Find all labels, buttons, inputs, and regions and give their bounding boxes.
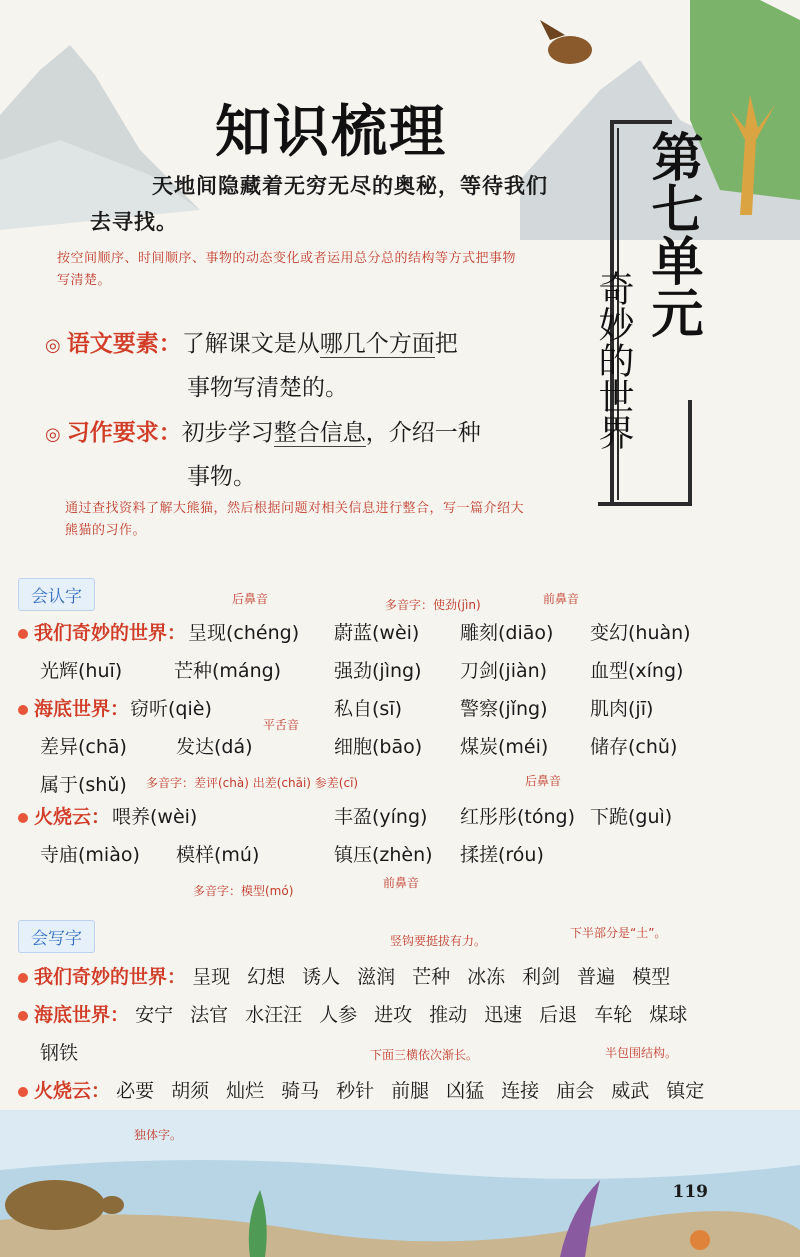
word: 变幻(huàn) xyxy=(590,622,691,644)
unit-theme: 奇妙的世界 xyxy=(593,270,634,450)
word: 连接 xyxy=(501,1080,540,1102)
recognize-row xyxy=(40,728,800,766)
word: 芒种 xyxy=(412,966,451,988)
recognize-row xyxy=(40,836,800,874)
word: 秒针 xyxy=(336,1080,375,1102)
word: 模型 xyxy=(632,966,671,988)
bullet-dot-icon xyxy=(18,973,28,983)
word: 利剑 xyxy=(522,966,561,988)
requirement-chinese: ◎ 语文要素：了解课文是从哪几个方面把 事物写清楚的。 xyxy=(45,331,458,401)
word: 灿烂 xyxy=(226,1080,265,1102)
word: 肌肉(jī) xyxy=(590,698,654,720)
word: 普遍 xyxy=(577,966,616,988)
word: 煤球 xyxy=(649,1004,688,1026)
annotation-pingshe: 平舌音 xyxy=(263,718,300,732)
recognize-row: 火烧云： 喂养(wèi) 丰盈(yíng) 红彤彤(tóng) 下跪(guì) xyxy=(18,798,798,836)
word: 揉搓(róu) xyxy=(460,844,544,866)
word: 红彤彤(tóng) xyxy=(460,806,576,828)
word: 迅速 xyxy=(484,1004,523,1026)
write-row: 海底世界： 安宁 法官 水汪汪 人参 进攻 推动 迅速 后退 车轮 煤球 xyxy=(18,996,704,1034)
word: 雕刻(diāo) xyxy=(460,622,554,644)
word: 镇压(zhèn) xyxy=(334,844,433,866)
word: 进攻 xyxy=(374,1004,413,1026)
word: 滋润 xyxy=(357,966,396,988)
annotation-houbi-2: 后鼻音 xyxy=(525,774,562,788)
annotation-sanheng: 下面三横依次渐长。 xyxy=(370,1048,479,1062)
word: 必要 xyxy=(116,1080,155,1102)
annotation-qianbi: 前鼻音 xyxy=(543,592,580,606)
annotation-duoyin-mo: 多音字：模型(mó) xyxy=(193,884,294,898)
recognize-tag: 会认字 xyxy=(18,578,95,611)
word: 推动 xyxy=(429,1004,468,1026)
word: 下跪(guì) xyxy=(590,806,673,828)
annotation-duoyin-jin: 多音字：使劲(jìn) xyxy=(385,598,481,612)
annotation-duti: 独体字。 xyxy=(134,1128,183,1142)
word: 冰冻 xyxy=(467,966,506,988)
requirement-key: 习作要求： xyxy=(66,420,182,446)
word: 刀剑(jiàn) xyxy=(460,660,548,682)
page-title: 知识梳理 xyxy=(215,99,447,165)
structure-note: 按空间顺序、时间顺序、事物的动态变化或者运用总分总的结构等方式把事物写清楚。 xyxy=(57,251,517,288)
ring-bullet-icon: ◎ xyxy=(45,424,61,445)
unit-label: 第七单元 xyxy=(642,130,703,338)
word: 前腿 xyxy=(391,1080,430,1102)
word: 镇定 xyxy=(666,1080,705,1102)
word: 水汪汪 xyxy=(245,1004,303,1026)
annotation-houbi: 后鼻音 xyxy=(232,592,269,606)
write-row xyxy=(40,1034,95,1072)
word: 寺庙(miào) xyxy=(40,844,140,866)
word: 呈现(chéng) xyxy=(188,622,300,644)
annotation-shugou: 竖钩要挺拔有力。 xyxy=(390,934,487,948)
bullet-dot-icon xyxy=(18,705,28,715)
recognize-row xyxy=(40,652,800,690)
word: 庙会 xyxy=(556,1080,595,1102)
word: 喂养(wèi) xyxy=(112,806,198,828)
word: 窃听(qiè) xyxy=(130,698,212,720)
write-row: 我们奇妙的世界： 呈现 幻想 诱人 滋润 芒种 冰冻 利剑 普遍 模型 xyxy=(18,958,687,996)
word: 幻想 xyxy=(247,966,286,988)
word: 骑马 xyxy=(281,1080,320,1102)
write-row: 火烧云： 必要 胡须 灿烂 骑马 秒针 前腿 凶猛 连接 庙会 威武 镇定 xyxy=(18,1072,721,1110)
word: 钢铁 xyxy=(40,1042,79,1064)
word: 蔚蓝(wèi) xyxy=(334,622,420,644)
recognize-row: 海底世界： 窃听(qiè) 私自(sī) 警察(jǐng) 肌肉(jī) xyxy=(18,690,798,728)
word: 模样(mú) xyxy=(176,844,260,866)
panda-note: 通过查找资料了解大熊猫，然后根据问题对相关信息进行整合，写一篇介绍大熊猫的习作。 xyxy=(65,501,525,538)
ring-bullet-icon: ◎ xyxy=(45,335,61,356)
word: 安宁 xyxy=(135,1004,174,1026)
page-number: 119 xyxy=(672,1182,708,1202)
word: 丰盈(yíng) xyxy=(334,806,428,828)
word: 法官 xyxy=(190,1004,229,1026)
word: 储存(chǔ) xyxy=(590,736,678,758)
word: 差异(chā) xyxy=(40,736,127,758)
word: 属于(shǔ) xyxy=(40,774,127,796)
requirement-writing: ◎ 习作要求：初步学习整合信息，介绍一种 事物。 xyxy=(45,420,481,490)
intro-text: 天地间隐藏着无穷无尽的奥秘，等待我们去寻找。 xyxy=(90,174,548,234)
word: 光辉(huī) xyxy=(40,660,123,682)
word: 诱人 xyxy=(302,966,341,988)
annotation-banbao: 半包围结构。 xyxy=(605,1046,678,1060)
recognize-row: 我们奇妙的世界： 呈现(chéng) 蔚蓝(wèi) 雕刻(diāo) 变幻(huàn) xyxy=(18,614,798,652)
word: 强劲(jìng) xyxy=(334,660,422,682)
word: 芒种(máng) xyxy=(174,660,282,682)
word: 威武 xyxy=(611,1080,650,1102)
word: 车轮 xyxy=(594,1004,633,1026)
requirement-key: 语文要素： xyxy=(66,331,182,357)
bullet-dot-icon xyxy=(18,1087,28,1097)
word: 私自(sī) xyxy=(334,698,403,720)
word: 人参 xyxy=(319,1004,358,1026)
word: 警察(jǐng) xyxy=(460,698,548,720)
write-tag: 会写字 xyxy=(18,920,95,953)
annotation-qianbi-2: 前鼻音 xyxy=(383,876,420,890)
annotation-tu: 下半部分是“土”。 xyxy=(570,926,667,940)
word: 发达(dá) xyxy=(176,736,253,758)
word: 胡须 xyxy=(171,1080,210,1102)
bullet-dot-icon xyxy=(18,813,28,823)
word: 血型(xíng) xyxy=(590,660,684,682)
word: 煤炭(méi) xyxy=(460,736,549,758)
annotation-duoyin-cha: 多音字：差评(chà) 出差(chāi) 参差(cī) xyxy=(146,776,359,790)
word: 细胞(bāo) xyxy=(334,736,423,758)
word: 后退 xyxy=(539,1004,578,1026)
bullet-dot-icon xyxy=(18,1011,28,1021)
word: 凶猛 xyxy=(446,1080,485,1102)
word: 呈现 xyxy=(192,966,231,988)
bullet-dot-icon xyxy=(18,629,28,639)
